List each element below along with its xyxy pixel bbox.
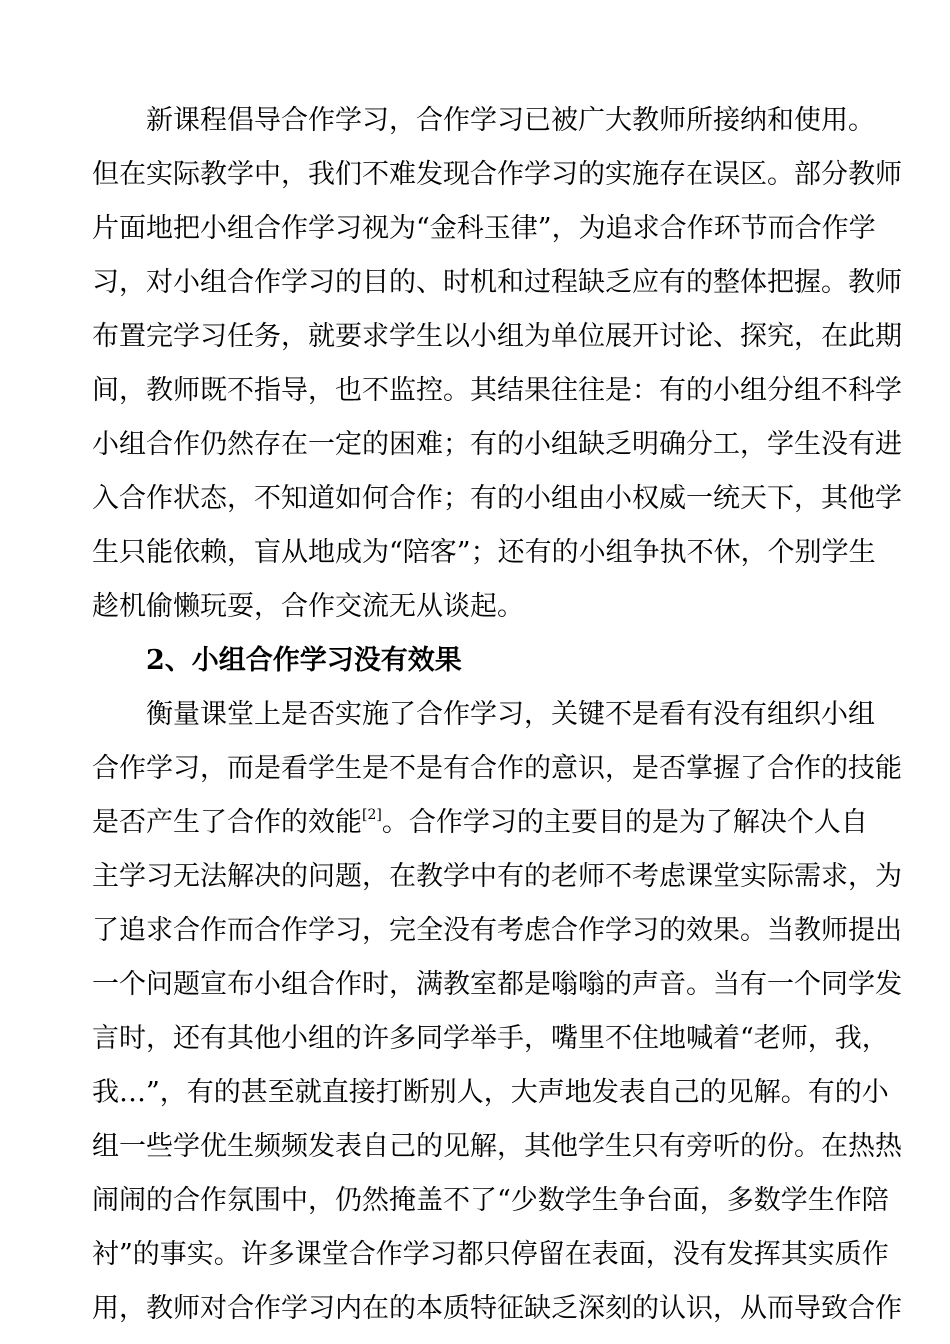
paragraph-2-line-3 [92,803,868,843]
paragraph-2-line-3-text-b: 。合作学习的主要目的是为了解决个人自 [381,807,868,838]
paragraph-1-line-10: 趁机偷懒玩耍，合作交流无从谈起。 [92,591,524,622]
paragraph-1-line-6: 间，教师既不指导，也不监控。其结果往往是：有的小组分组不科学 [92,375,902,406]
section-heading: 2、小组合作学习没有效果 [146,645,462,676]
paragraph-2-line-2: 合作学习，而是看学生是不是有合作的意识，是否掌握了合作的技能 [92,753,902,784]
paragraph-2-line-11: 衬”的事实。许多课堂合作学习都只停留在表面，没有发挥其实质作 [92,1239,889,1270]
paragraph-1-line-5: 布置完学习任务，就要求学生以小组为单位展开讨论、探究，在此期 [92,321,902,352]
paragraph-2-line-1: 衡量课堂上是否实施了合作学习，关键不是看有没有组织小组 [146,699,875,730]
paragraph-2-line-8: 我…”，有的甚至就直接打断别人，大声地发表自己的见解。有的小 [92,1077,889,1108]
paragraph-2-line-9: 组一些学优生频频发表自己的见解，其他学生只有旁听的份。在热热 [92,1131,902,1162]
paragraph-1-line-1: 新课程倡导合作学习，合作学习已被广大教师所接纳和使用。 [146,105,875,136]
paragraph-2-line-5: 了追求合作而合作学习，完全没有考虑合作学习的效果。当教师提出 [92,915,902,946]
paragraph-1-line-4: 习，对小组合作学习的目的、时机和过程缺乏应有的整体把握。教师 [92,267,902,298]
paragraph-1-line-8: 入合作状态，不知道如何合作；有的小组由小权威一统天下，其他学 [92,483,902,514]
paragraph-2-line-3-text-a: 是否产生了合作的效能 [92,807,362,838]
paragraph-1-line-2: 但在实际教学中，我们不难发现合作学习的实施存在误区。部分教师 [92,159,902,190]
paragraph-1-line-9: 生只能依赖，盲从地成为“陪客”；还有的小组争执不休，个别学生 [92,537,876,568]
paragraph-1-line-3: 片面地把小组合作学习视为“金科玉律”，为追求合作环节而合作学 [92,213,876,244]
paragraph-1-line-7: 小组合作仍然存在一定的困难；有的小组缺乏明确分工，学生没有进 [92,429,902,460]
paragraph-2-line-6: 一个问题宣布小组合作时，满教室都是嗡嗡的声音。当有一个同学发 [92,969,902,1000]
paragraph-2-line-12: 用，教师对合作学习内在的本质特征缺乏深刻的认识，从而导致合作 [92,1293,902,1324]
paragraph-2-line-10: 闹闹的合作氛围中，仍然掩盖不了“少数学生争台面，多数学生作陪 [92,1185,889,1216]
paragraph-2-line-7: 言时，还有其他小组的许多同学举手，嘴里不住地喊着“老师，我， [92,1023,889,1054]
citation-reference: [2] [362,807,382,823]
paragraph-2-line-4: 主学习无法解决的问题，在教学中有的老师不考虑课堂实际需求，为 [92,861,902,892]
